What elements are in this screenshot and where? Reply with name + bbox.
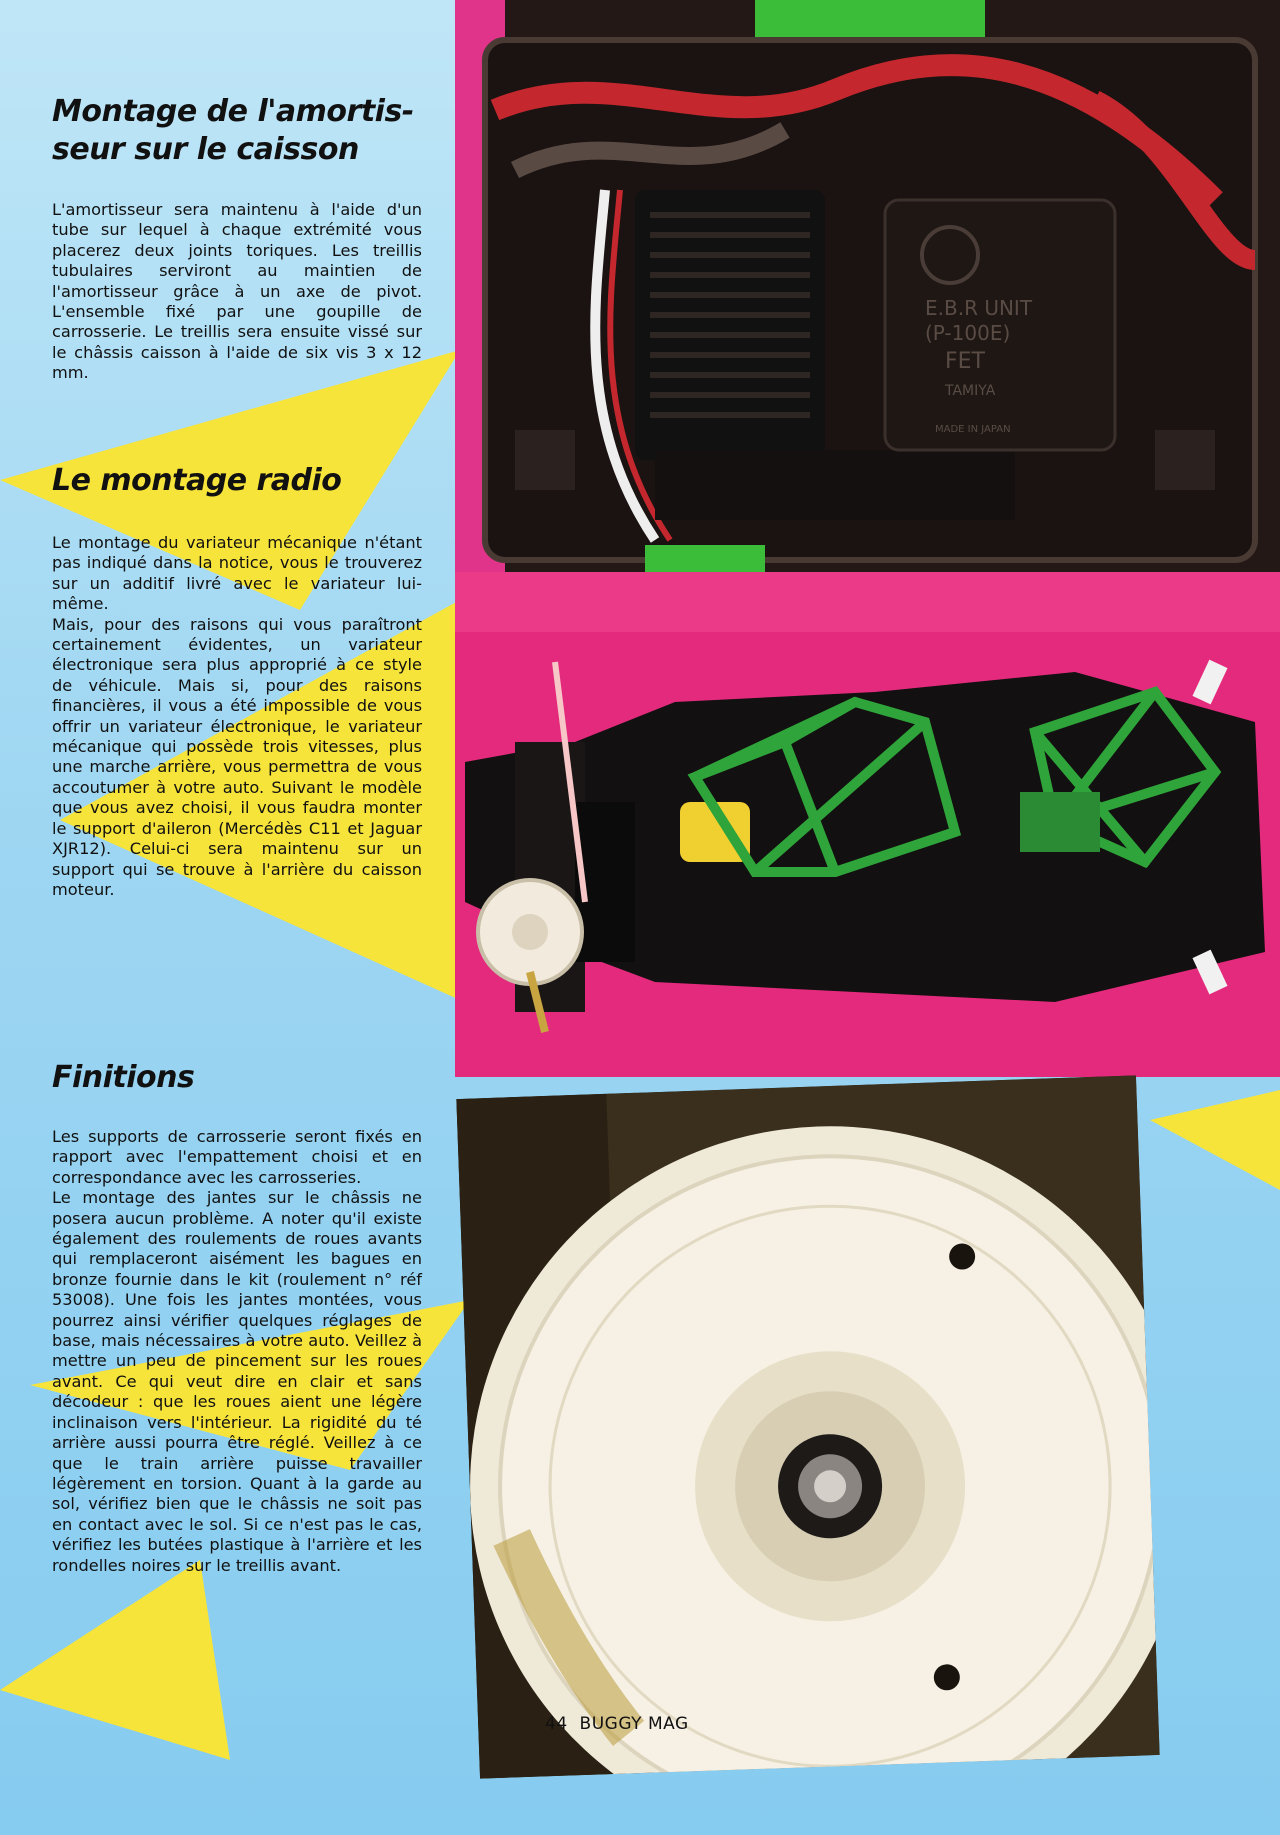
esc-label-2: (P-100E) — [925, 321, 1011, 345]
section-paragraph: Le montage du variateur mécanique n'étant pas indiqué dans la notice, vous le trouverez sur un additif livré avec le variateur lui-même. — [52, 533, 422, 614]
photo-esc-unit — [455, 0, 1280, 572]
esc-label-4: TAMIYA — [945, 383, 996, 399]
section-finishing — [52, 1059, 422, 1576]
photo-chassis — [455, 572, 1280, 1077]
section-body: L'amortisseur sera maintenu à l'aide d'un tube sur lequel à chaque extrémité vous placerez deux joints toriques. Les treillis tubulaires serviront au maintien de l'amortisseur grâce à un axe de pivot. L'ensemble fixé par une goupille de carrosserie. Le treillis sera ensuite vissé sur le châssis caisson à l'aide de six vis 3 x 12 mm. — [52, 200, 422, 383]
section-paragraph: Mais, pour des raisons qui vous paraîtront certainement évidentes, un variateur électronique sera plus approprié à ce style de véhicule. Mais si, pour des raisons financières, il vous a été impossible de vous offrir un variateur électronique, le variateur mécanique qui possède trois vitesses, plus une marche arrière, vous permettra de vous accoutumer à votre auto. Suivant le modèle que vous avez choisi, il vous faudra monter le support d'aileron (Mercédès C11 et Jaguar XJR12). Celui-ci sera maintenu sur un support qui se trouve à l'arrière du caisson moteur. — [52, 614, 422, 899]
section-shock-mount — [52, 93, 422, 384]
page-number: 44 — [545, 1714, 568, 1734]
magazine-name: BUGGY MAG — [579, 1714, 689, 1734]
section-radio-mount — [52, 462, 422, 900]
section-heading: Finitions — [52, 1060, 195, 1095]
heading-line-2: seur sur le caisson — [52, 132, 359, 167]
heading-line-1: Montage de l'amortis- — [52, 94, 414, 129]
esc-label-5: MADE IN JAPAN — [935, 424, 1011, 435]
esc-label-3: FET — [945, 349, 985, 374]
section-paragraph: Les supports de carrosserie seront fixés en rapport avec l'empattement choisi et en correspondance avec les carrosseries. — [52, 1127, 422, 1187]
photo-wheel-rim — [456, 1075, 1159, 1778]
section-paragraph: Le montage des jantes sur le châssis ne posera aucun problème. A noter qu'il existe également des roulements de roues avants qui remplaceront aisément les bagues en bronze fournie dans le kit (roulement n° réf 53008). Une fois les jantes montées, vous pourrez ainsi vérifier quelques réglages de base, mais nécessaires à votre auto. Veillez à mettre un peu de pincement sur les roues avant. Ce qui veut dire en clair et sans décodeur : que les roues aient une légère inclinaison vers l'intérieur. La rigidité du té arrière aussi pourra être réglé. Veillez à ce que le train arrière puisse travailler légèrement en torsion. Quant à la garde au sol, vérifiez bien que le châssis ne soit pas en contact avec le sol. Si ce n'est pas le cas, vérifiez les butées plastique à l'arrière et les rondelles noires sur le treillis avant. — [52, 1188, 422, 1575]
section-heading — [52, 93, 422, 169]
section-heading: Le montage radio — [52, 463, 342, 498]
page-footer — [545, 1714, 689, 1734]
esc-label-1: E.B.R UNIT — [925, 296, 1033, 320]
